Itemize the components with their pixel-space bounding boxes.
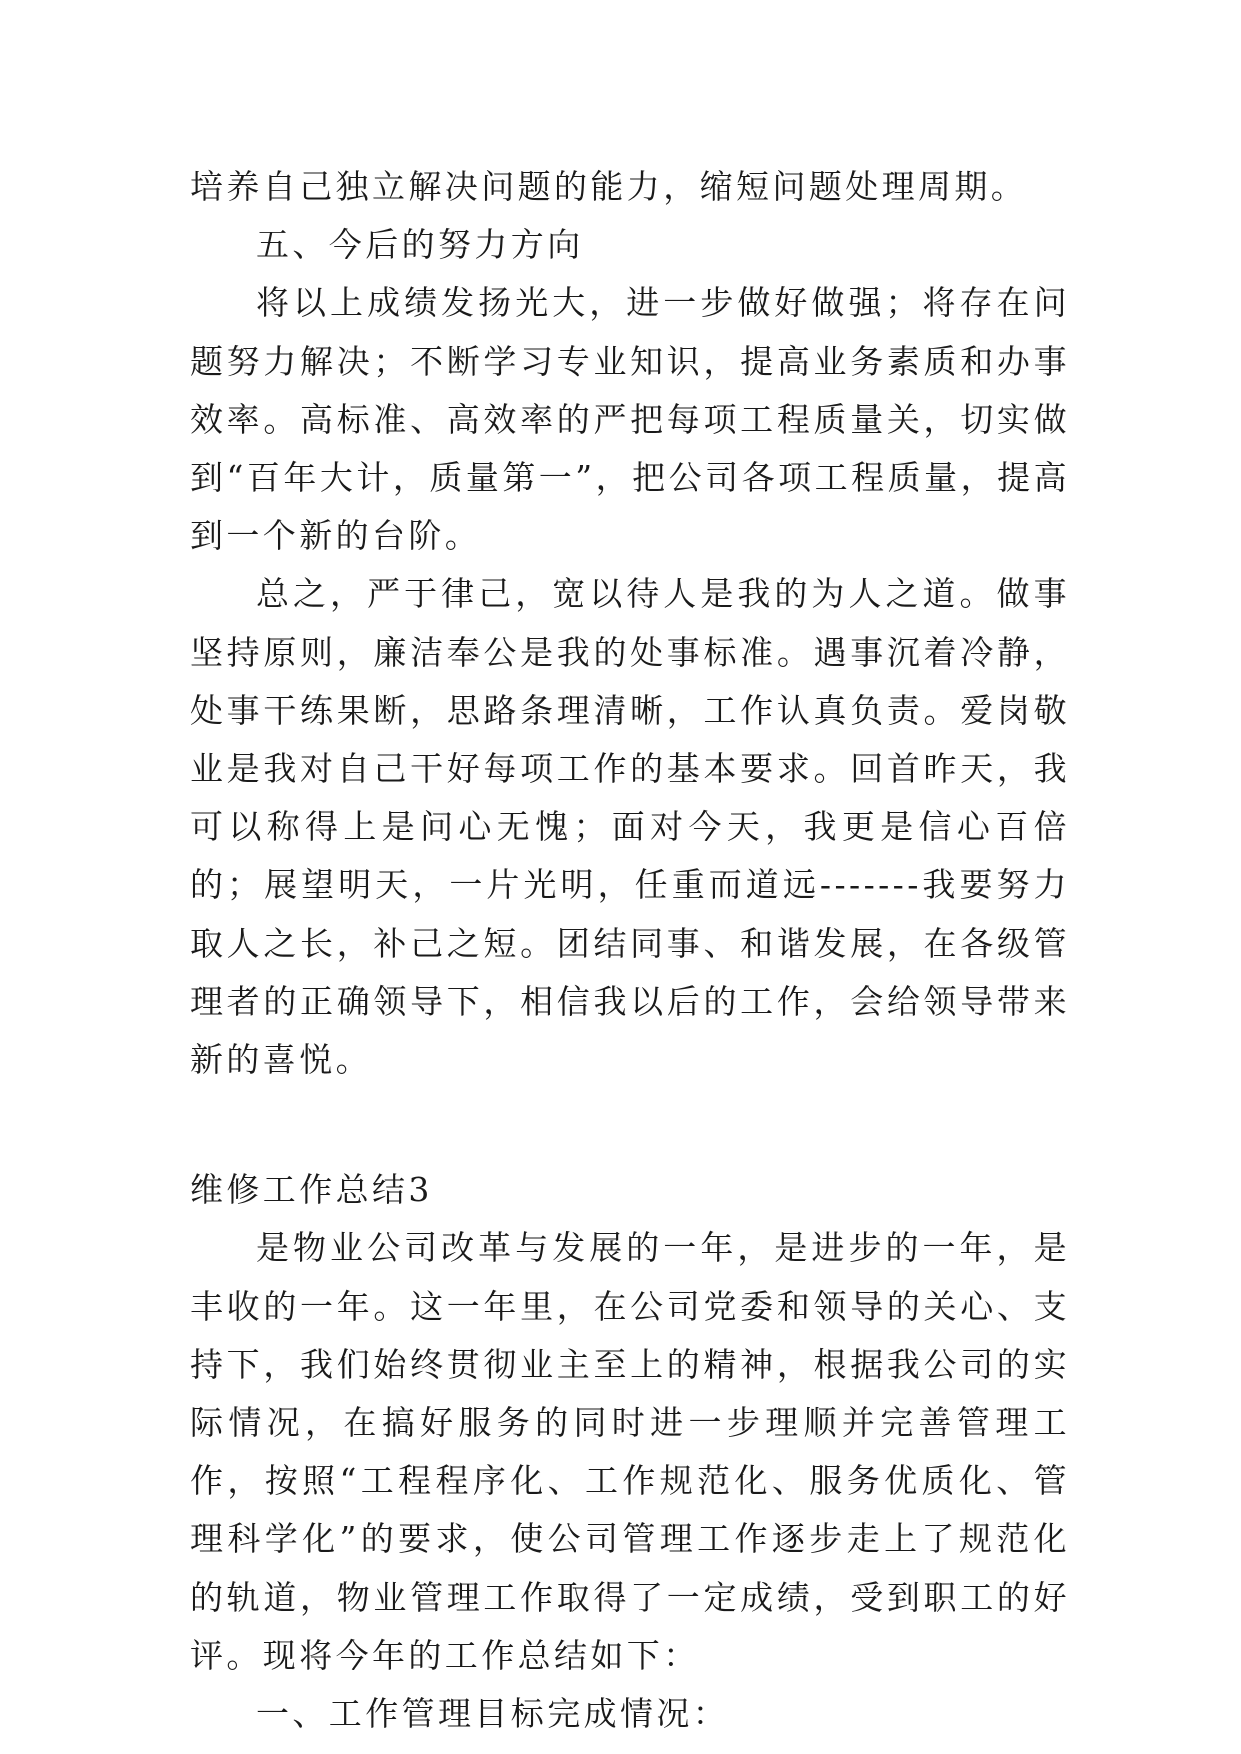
paragraph-summary: 总之，严于律己，宽以待人是我的为人之道。做事坚持原则，廉洁奉公是我的处事标准。遇事沉着冷静，处事干练果断，思路条理清晰，工作认真负责。爱岗敬业是我对自己干好每项工作的基本要求。回首昨天，我可以称得上是问心无愧；面对今天，我更是信心百倍的；展望明天，一片光明，任重而道远-------我要努力取人之长，补己之短。团结同事、和谐发展，在各级管理者的正确领导下，相信我以后的工作，会给领导带来新的喜悦。 bbox=[190, 574, 1070, 1080]
document-body bbox=[190, 158, 1070, 1743]
section-heading-management-goals: 一、工作管理目标完成情况： bbox=[256, 1694, 730, 1734]
section-title: 维修工作总结3 bbox=[190, 1170, 433, 1210]
section-spacer bbox=[190, 1089, 1070, 1161]
paragraph-continuation: 培养自己独立解决问题的能力，缩短问题处理周期。 bbox=[190, 167, 1028, 206]
section-heading-future-direction: 五、今后的努力方向 bbox=[256, 225, 584, 265]
paragraph-future-direction: 将以上成绩发扬光大，进一步做好做强；将存在问题努力解决；不断学习专业知识，提高业务素质和办事效率。高标准、高效率的严把每项工程质量关，切实做到“百年大计，质量第一”，把公司各项工程质量，提高到一个新的台阶。 bbox=[190, 283, 1070, 556]
paragraph-intro: 是物业公司改革与发展的一年，是进步的一年，是丰收的一年。这一年里，在公司党委和领导的关心、支持下，我们始终贯彻业主至上的精神，根据我公司的实际情况，在搞好服务的同时进一步理顺并完善管理工作，按照“工程程序化、工作规范化、服务优质化、管理科学化”的要求，使公司管理工作逐步走上了规范化的轨道，物业管理工作取得了一定成绩，受到职工的好评。现将今年的工作总结如下： bbox=[190, 1228, 1070, 1675]
